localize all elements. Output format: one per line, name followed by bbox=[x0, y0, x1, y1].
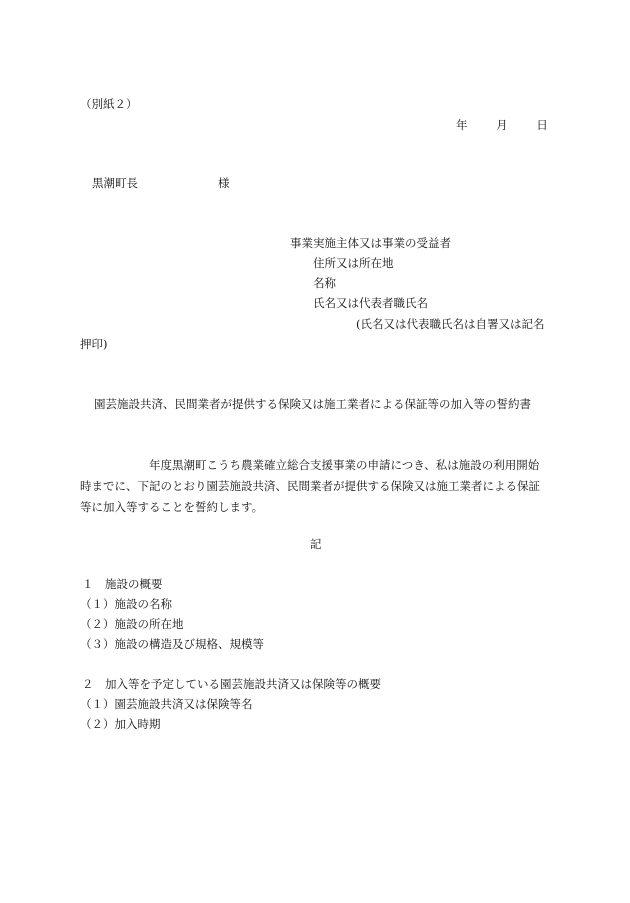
date-year: 年 bbox=[456, 118, 468, 132]
addressee-honorific: 様 bbox=[218, 176, 230, 190]
attachment-label: （別紙２） bbox=[80, 97, 138, 111]
pledge-line: 年度黒潮町こうち農業確立総合支援事業の申請につき、私は施設の利用開始 bbox=[80, 458, 540, 472]
section2-item: （１）園芸施設共済又は保険等名 bbox=[80, 697, 253, 711]
pledge-line: 等に加入等することを誓約します。 bbox=[80, 500, 264, 514]
section1-item: （３）施設の構造及び規格、規模等 bbox=[80, 637, 264, 651]
applicant-representative-label: 氏名又は代表者職氏名 bbox=[313, 296, 428, 310]
applicant-address-label: 住所又は所在地 bbox=[313, 256, 394, 270]
ki-heading: 記 bbox=[310, 537, 322, 551]
date-month: 月 bbox=[496, 118, 508, 132]
pledge-paragraph bbox=[80, 455, 550, 518]
applicant-name-label: 名称 bbox=[313, 276, 336, 290]
date-day: 日 bbox=[536, 118, 548, 132]
applicant-heading: 事業実施主体又は事業の受益者 bbox=[290, 236, 451, 250]
date-line bbox=[456, 120, 548, 132]
section1-heading: １ 施設の概要 bbox=[82, 577, 163, 591]
section2-item: （２）加入時期 bbox=[80, 717, 161, 731]
pledge-line: 時までに、下記のとおり園芸施設共済、民間業者が提供する保険又は施工業者による保証 bbox=[80, 479, 540, 493]
section2-heading: ２ 加入等を予定している園芸施設共済又は保険等の概要 bbox=[82, 677, 381, 691]
document-title: 園芸施設共済、民間業者が提供する保険又は施工業者による保証等の加入等の誓約書 bbox=[94, 397, 531, 411]
addressee-name: 黒潮町長 bbox=[92, 176, 138, 190]
section1-item: （２）施設の所在地 bbox=[80, 617, 184, 631]
section1-item: （１）施設の名称 bbox=[80, 597, 172, 611]
signature-note: (氏名又は代表職氏名は自署又は記名 bbox=[356, 317, 545, 331]
signature-note-continued: 押印) bbox=[80, 337, 108, 351]
